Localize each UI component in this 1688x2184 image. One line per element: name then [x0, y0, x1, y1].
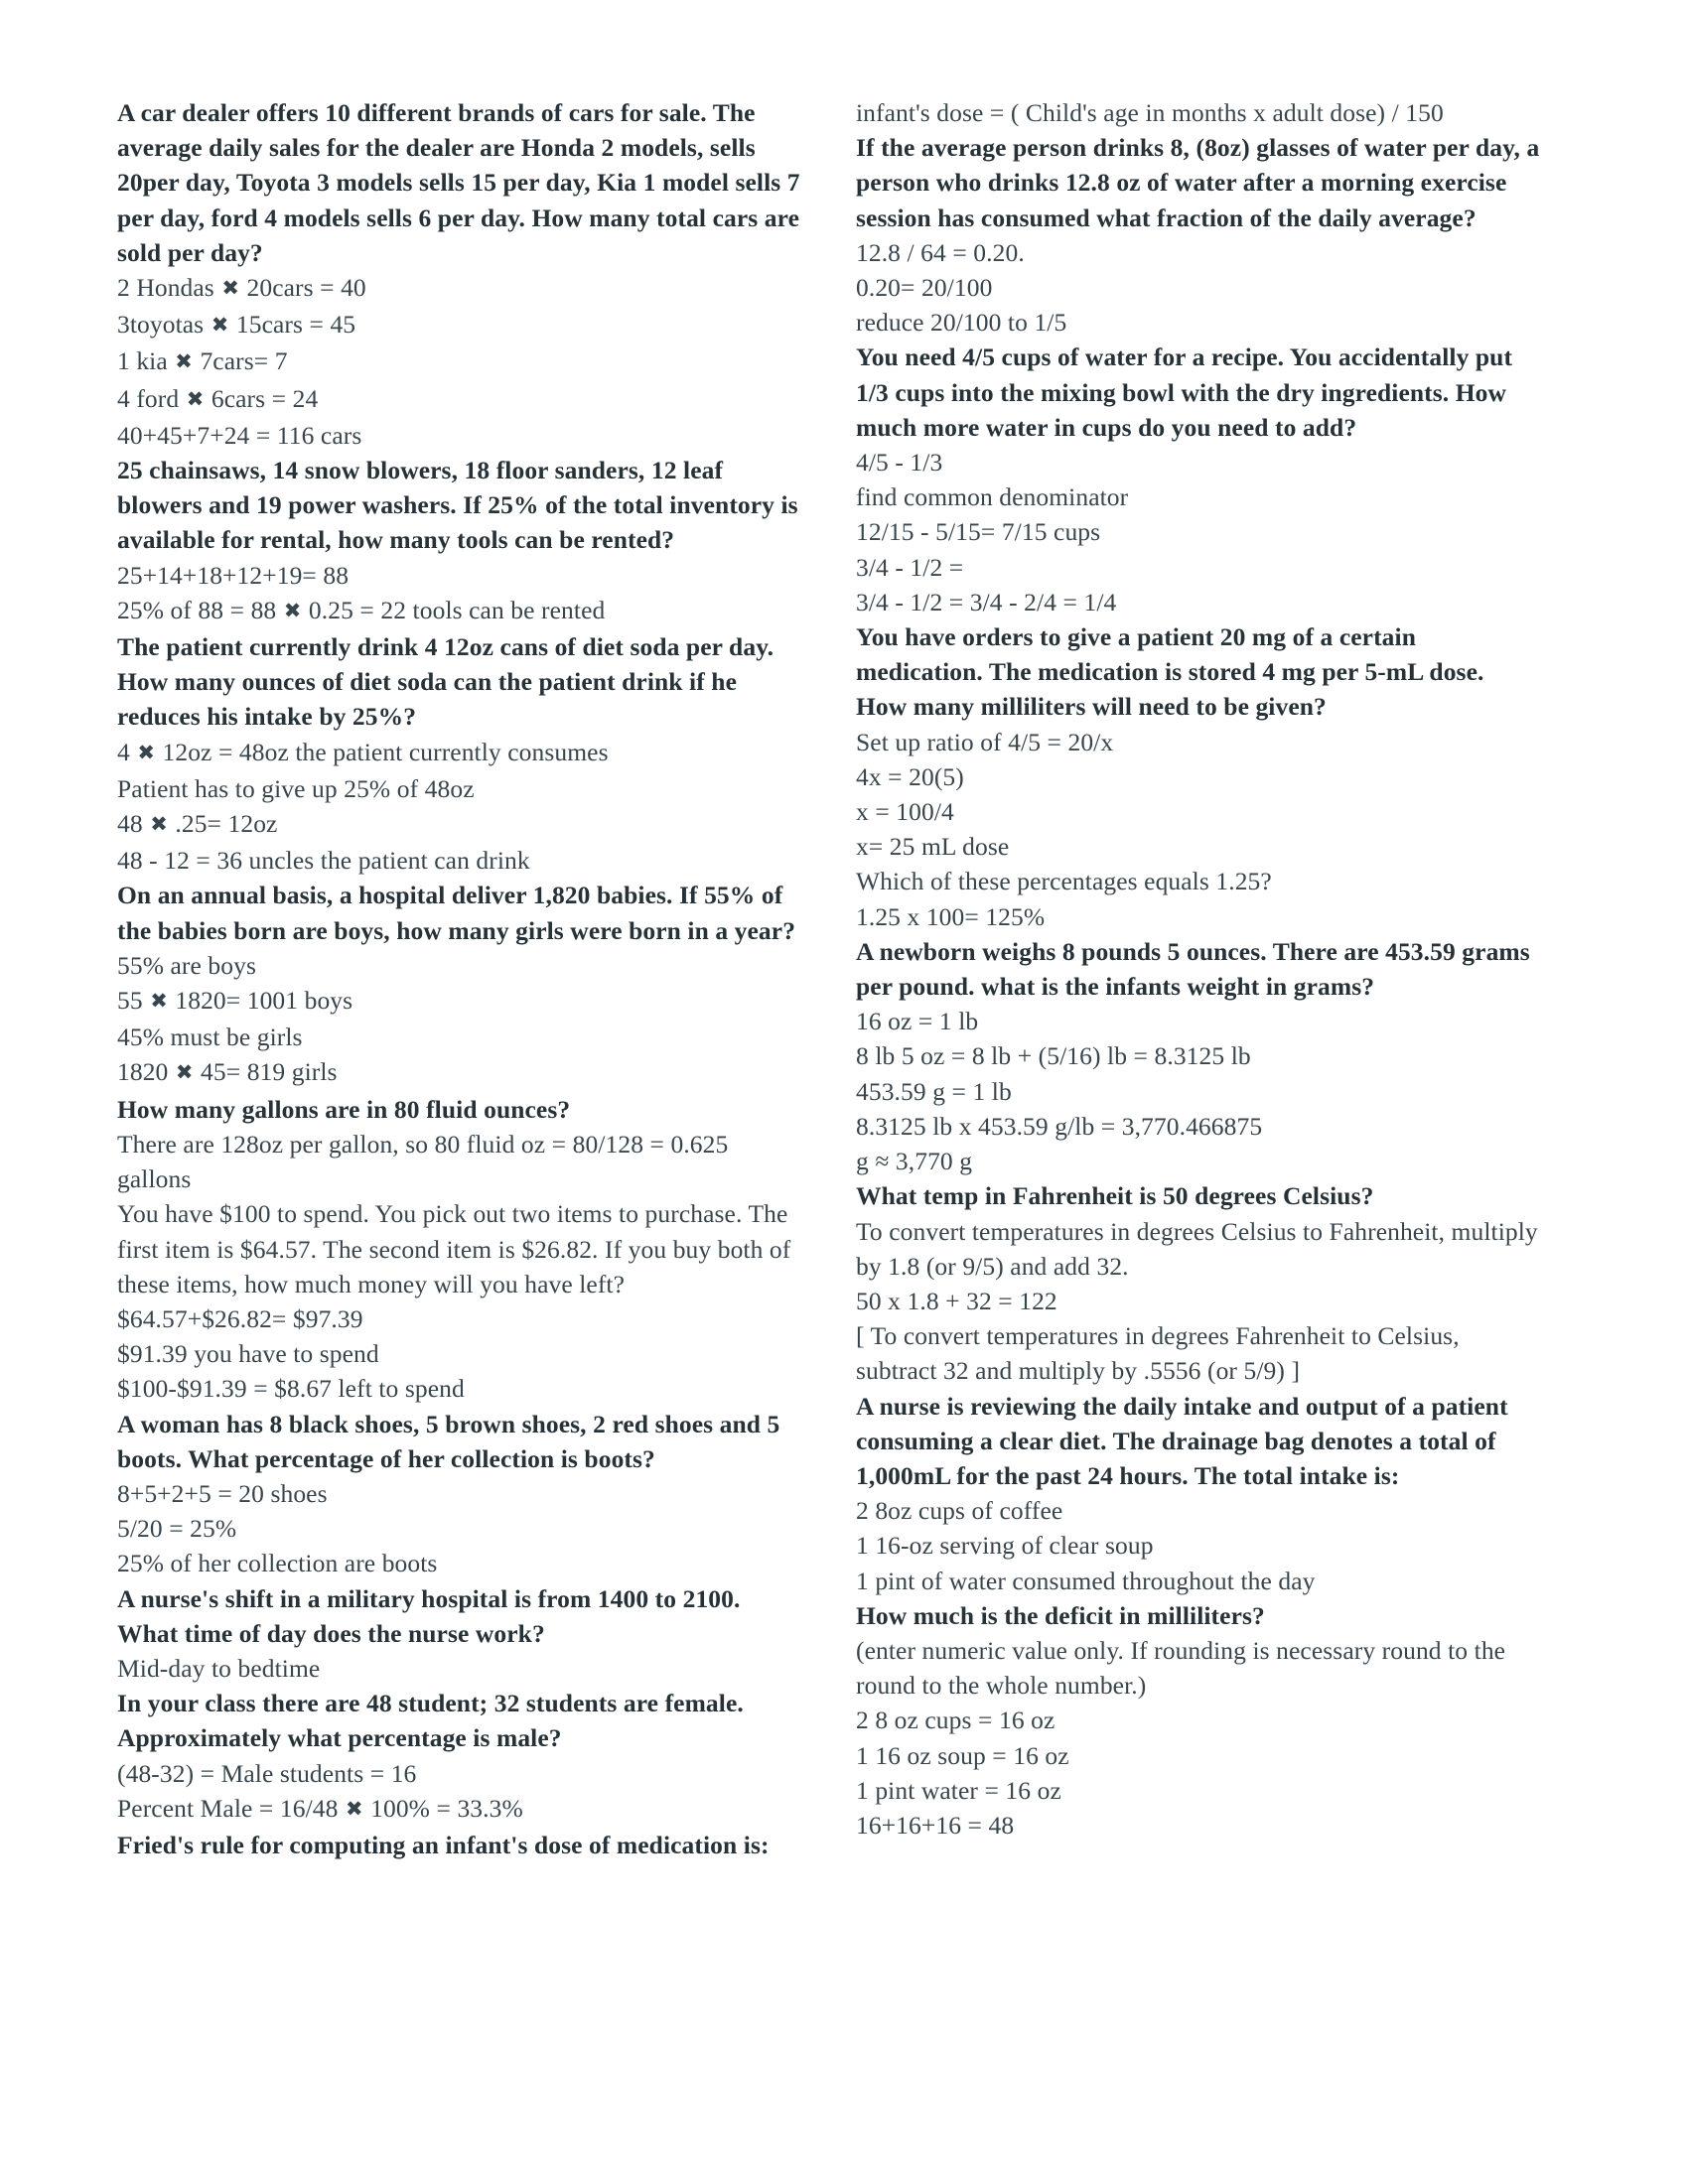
- answer-line: To convert temperatures in degrees Celsius to Fahrenheit, multiply by 1.8 (or 9/5) and add 32.: [856, 1216, 1545, 1281]
- answer-line: 25% of 88 = 88 ✖ 0.25 = 22 tools can be rented: [117, 593, 802, 629]
- question-line: How many gallons are in 80 fluid ounces?: [117, 1094, 571, 1124]
- answer-line: There are 128oz per gallon, so 80 fluid oz = 80/128 = 0.625 gallons: [117, 1129, 735, 1194]
- answer-line: 2 8 oz cups = 16 oz: [856, 1706, 1055, 1735]
- answer-line: 55 ✖ 1820= 1001 boys: [117, 983, 802, 1020]
- answer-line: $91.39 you have to spend: [117, 1339, 379, 1369]
- answer-line: You have $100 to spend. You pick out two items to purchase. The first item is $64.57. The second item is $26.82. If you buy both of these items, how much money will you have left?: [117, 1199, 797, 1298]
- answer-line: 16+16+16 = 48: [856, 1810, 1015, 1840]
- multiply-icon: ✖: [137, 740, 156, 764]
- answer-line: 25% of her collection are boots: [117, 1549, 438, 1578]
- question-line: A woman has 8 black shoes, 5 brown shoes, 2 red shoes and 5 boots. What percentage of her collection is boots?: [117, 1409, 786, 1473]
- question-line: What temp in Fahrenheit is 50 degrees Celsius?: [856, 1181, 1374, 1211]
- question-line: The patient currently drink 4 12oz cans of diet soda per day. How many ounces of diet soda can the patient drink if he reduces his intake by 25%?: [117, 632, 780, 732]
- answer-line: 12.8 / 64 = 0.20.: [856, 237, 1025, 267]
- question-line: In your class there are 48 student; 32 students are female. Approximately what percentage is male?: [117, 1689, 749, 1753]
- multiply-icon: ✖: [345, 1796, 363, 1821]
- question-line: 25 chainsaws, 14 snow blowers, 18 floor sanders, 12 leaf blowers and 19 power washers. If 25% of the total inventory is available for rental, how many tools can be rented?: [117, 456, 805, 555]
- answer-line: g ≈ 3,770 g: [856, 1147, 973, 1176]
- answer-line: infant's dose = ( Child's age in months x adult dose) / 150: [856, 98, 1444, 127]
- question-line: How much is the deficit in milliliters?: [856, 1600, 1265, 1630]
- answer-line: (48-32) = Male students = 16: [117, 1758, 417, 1788]
- answer-line: 5/20 = 25%: [117, 1514, 237, 1544]
- answer-line: 2 Hondas ✖ 20cars = 40: [117, 270, 802, 307]
- answer-line: 1 pint of water consumed throughout the day: [856, 1566, 1316, 1595]
- answer-line: 1.25 x 100= 125%: [856, 901, 1046, 931]
- answer-line: Patient has to give up 25% of 48oz: [117, 773, 475, 803]
- answer-line: 50 x 1.8 + 32 = 122: [856, 1286, 1057, 1315]
- answer-line: 55% are boys: [117, 950, 256, 980]
- answer-line: 12/15 - 5/15= 7/15 cups: [856, 517, 1101, 547]
- answer-line: 3toyotas ✖ 15cars = 45: [117, 307, 802, 343]
- right-text-column: [856, 95, 1546, 1843]
- answer-line: 45% must be girls: [117, 1023, 303, 1052]
- answer-line: 8 lb 5 oz = 8 lb + (5/16) lb = 8.3125 lb: [856, 1041, 1251, 1071]
- answer-line: $100-$91.39 = $8.67 left to spend: [117, 1374, 465, 1404]
- answer-line: Mid-day to bedtime: [117, 1653, 321, 1683]
- answer-line: 8+5+2+5 = 20 shoes: [117, 1478, 328, 1508]
- answer-line: reduce 20/100 to 1/5: [856, 308, 1067, 338]
- answer-line: [ To convert temperatures in degrees Fahrenheit to Celsius, subtract 32 and multiply by .5556 (or 5/9) ]: [856, 1321, 1467, 1386]
- multiply-icon: ✖: [221, 276, 240, 301]
- answer-line: 40+45+7+24 = 116 cars: [117, 420, 362, 450]
- answer-line: 0.20= 20/100: [856, 273, 993, 303]
- answer-line: 2 8oz cups of coffee: [856, 1496, 1063, 1526]
- answer-line: Set up ratio of 4/5 = 20/x: [856, 727, 1114, 756]
- answer-line: 48 - 12 = 36 uncles the patient can drink: [117, 846, 530, 876]
- multiply-icon: ✖: [150, 812, 168, 837]
- question-line: A car dealer offers 10 different brands of cars for sale. The average daily sales for the dealer are Honda 2 models, sells 20per day, Toyota 3 models sells 15 per day, Kia 1 model sells 7 per day, ford 4 models sells 6 per day. How many total cars are sold per day?: [117, 98, 807, 267]
- question-line: Fried's rule for computing an infant's dose of medication is:: [117, 1830, 770, 1859]
- answer-line: x = 100/4: [856, 797, 954, 827]
- multiply-icon: ✖: [283, 598, 302, 622]
- answer-line: 3/4 - 1/2 = 3/4 - 2/4 = 1/4: [856, 587, 1117, 616]
- multiply-icon: ✖: [186, 386, 205, 411]
- question-line: On an annual basis, a hospital deliver 1,820 babies. If 55% of the babies born are boys, how many girls were born in a year?: [117, 881, 796, 945]
- question-line: A nurse is reviewing the daily intake and output of a patient consuming a clear diet. The drainage bag denotes a total of 1,000mL for the past 24 hours. The total intake is:: [856, 1391, 1515, 1490]
- question-line: A nurse's shift in a military hospital is from 1400 to 2100. What time of day does the nurse work?: [117, 1583, 747, 1648]
- answer-line: find common denominator: [856, 482, 1129, 512]
- multiply-icon: ✖: [150, 989, 168, 1014]
- answer-line: $64.57+$26.82= $97.39: [117, 1303, 363, 1333]
- answer-line: 1820 ✖ 45= 819 girls: [117, 1054, 802, 1091]
- left-text-column: [117, 95, 807, 1862]
- answer-line: Percent Male = 16/48 ✖ 100% = 33.3%: [117, 1791, 802, 1828]
- answer-line: x= 25 mL dose: [856, 832, 1010, 862]
- answer-line: 3/4 - 1/2 =: [856, 552, 964, 582]
- answer-line: (enter numeric value only. If rounding is necessary round to the round to the whole number.): [856, 1635, 1512, 1701]
- answer-line: 4 ✖ 12oz = 48oz the patient currently consumes: [117, 735, 802, 771]
- answer-line: 1 16 oz soup = 16 oz: [856, 1740, 1069, 1770]
- answer-line: 4x = 20(5): [856, 761, 964, 791]
- answer-line: 1 16-oz serving of clear soup: [856, 1531, 1154, 1561]
- answer-line: 25+14+18+12+19= 88: [117, 560, 350, 590]
- answer-line: Which of these percentages equals 1.25?: [856, 867, 1272, 896]
- answer-line: 1 pint water = 16 oz: [856, 1775, 1061, 1805]
- answer-line: 48 ✖ .25= 12oz: [117, 806, 802, 843]
- question-line: If the average person drinks 8, (8oz) glasses of water per day, a person who drinks 12.8 oz of water after a morning exercise session has consumed what fraction of the daily average?: [856, 133, 1546, 232]
- multiply-icon: ✖: [211, 313, 229, 338]
- question-line: A newborn weighs 8 pounds 5 ounces. There are 453.59 grams per pound. what is the infants weight in grams?: [856, 936, 1537, 1002]
- question-line: You have orders to give a patient 20 mg of a certain medication. The medication is stored 4 mg per 5-mL dose. How many milliliters will need to be given?: [856, 622, 1490, 722]
- two-column-layout: [117, 95, 1571, 1862]
- answer-line: 1 kia ✖ 7cars= 7: [117, 343, 802, 380]
- answer-line: 4 ford ✖ 6cars = 24: [117, 381, 802, 418]
- answer-line: 453.59 g = 1 lb: [856, 1076, 1012, 1106]
- answer-line: 16 oz = 1 lb: [856, 1007, 979, 1036]
- answer-line: 4/5 - 1/3: [856, 448, 943, 478]
- question-line: You need 4/5 cups of water for a recipe. You accidentally put 1/3 cups into the mixing bowl with the dry ingredients. How much more water in cups do you need to add?: [856, 342, 1519, 442]
- answer-line: 8.3125 lb x 453.59 g/lb = 3,770.466875: [856, 1111, 1263, 1141]
- multiply-icon: ✖: [175, 349, 193, 374]
- multiply-icon: ✖: [175, 1060, 194, 1085]
